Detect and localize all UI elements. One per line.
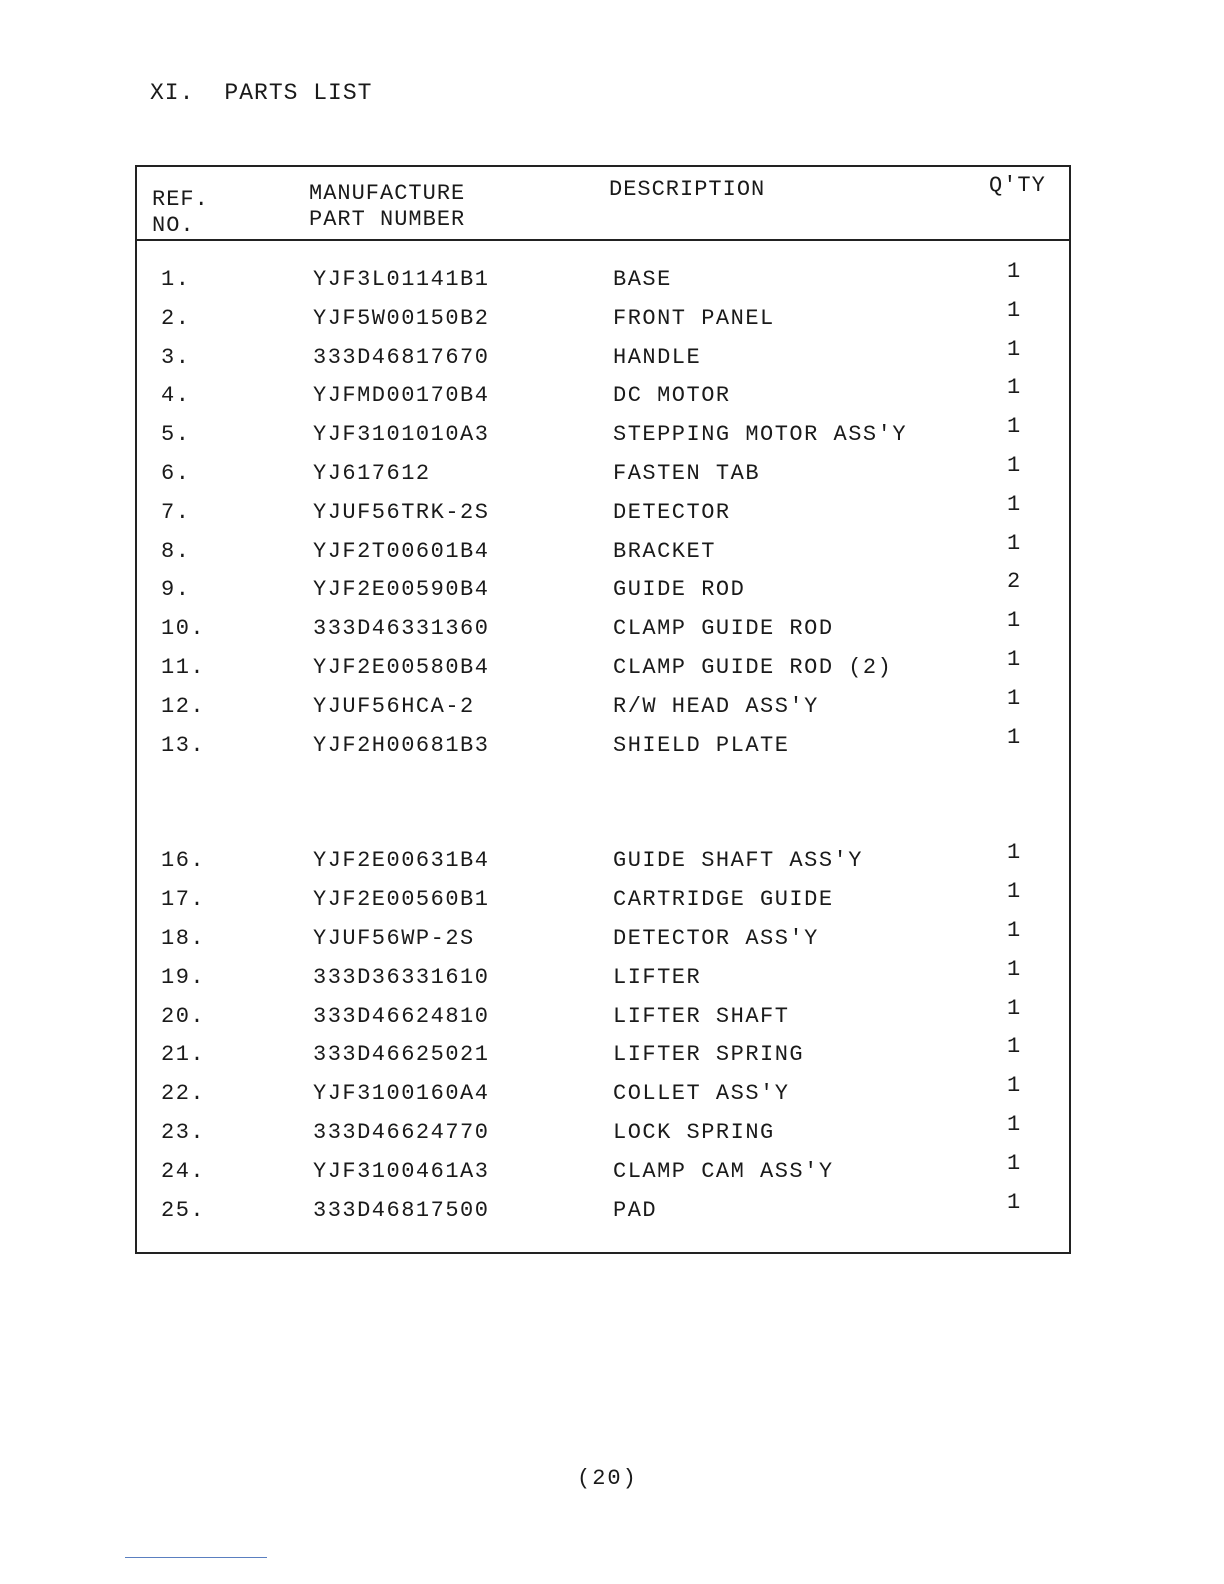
ref-no-cell: 10. [161, 616, 206, 642]
part-number-cell: YJF3100160A4 [313, 1081, 490, 1107]
ref-no-cell: 2. [161, 305, 191, 331]
part-number-cell: YJFMD00170B4 [313, 383, 490, 409]
qty-cell: 1 [1007, 259, 1022, 284]
table-row [137, 259, 1069, 305]
qty-cell: 1 [1007, 840, 1022, 866]
ref-no-cell: 17. [161, 887, 206, 913]
qty-cell: 1 [1007, 414, 1022, 440]
table-header [137, 167, 1069, 241]
qty-cell: 1 [1007, 647, 1022, 672]
description-cell: SHIELD PLATE [613, 732, 790, 758]
ref-no-cell: 24. [161, 1158, 206, 1184]
qty-cell: 1 [1007, 453, 1022, 478]
table-row [137, 840, 1069, 886]
part-number-cell: YJF2E00631B4 [313, 848, 490, 874]
qty-cell: 1 [1007, 724, 1022, 750]
section-number: XI. [150, 80, 195, 106]
ref-no-cell: 19. [161, 964, 206, 990]
description-cell: GUIDE ROD [613, 577, 746, 603]
qty-cell: 1 [1007, 1034, 1022, 1060]
part-number-cell: 333D46624770 [313, 1120, 490, 1145]
ref-no-cell: 8. [161, 538, 191, 564]
qty-cell: 1 [1007, 918, 1022, 943]
description-cell: LIFTER [613, 964, 702, 990]
part-number-cell: YJUF56WP-2S [313, 926, 475, 951]
part-number-cell: YJF2H00681B3 [313, 732, 490, 758]
qty-cell: 1 [1007, 879, 1022, 905]
description-cell: COLLET ASS'Y [613, 1081, 790, 1107]
description-cell: DETECTOR [613, 499, 731, 525]
description-cell: CLAMP GUIDE ROD [613, 616, 834, 642]
header-description: DESCRIPTION [609, 177, 766, 202]
ref-no-cell: 11. [161, 655, 206, 680]
table-row [137, 879, 1069, 925]
qty-cell: 1 [1007, 491, 1022, 517]
description-cell: R/W HEAD ASS'Y [613, 693, 819, 719]
part-number-cell: 333D46817500 [313, 1197, 490, 1223]
description-cell: BRACKET [613, 538, 716, 564]
description-cell: HANDLE [613, 344, 702, 370]
ref-no-cell: 7. [161, 499, 191, 525]
ref-no-cell: 20. [161, 1003, 206, 1029]
section-title [150, 80, 372, 106]
qty-cell: 1 [1007, 297, 1022, 323]
description-cell: BASE [613, 267, 672, 292]
description-cell: LIFTER SHAFT [613, 1003, 790, 1029]
section-heading: PARTS LIST [224, 80, 373, 106]
table-row [137, 297, 1069, 344]
header-ref-no: REF. NO. [152, 187, 209, 238]
description-cell: FASTEN TAB [613, 461, 761, 486]
ref-no-cell: 12. [161, 693, 206, 719]
part-number-cell: 333D46331360 [313, 616, 490, 642]
ref-no-cell: 1. [161, 267, 191, 292]
qty-cell: 1 [1007, 375, 1022, 401]
part-number-cell: YJF3101010A3 [313, 422, 490, 448]
page-number: (20) [577, 1466, 638, 1491]
qty-cell: 1 [1007, 1150, 1022, 1176]
description-cell: STEPPING MOTOR ASS'Y [613, 422, 908, 448]
qty-cell: 1 [1007, 1112, 1022, 1137]
ref-no-cell: 4. [161, 383, 191, 409]
description-cell: PAD [613, 1197, 658, 1223]
ref-no-cell: 9. [161, 577, 191, 603]
footer-rule [125, 1557, 267, 1558]
description-cell: DETECTOR ASS'Y [613, 926, 819, 951]
part-number-cell: YJF3L01141B1 [313, 267, 490, 292]
table-row [137, 956, 1069, 1003]
ref-no-cell: 23. [161, 1120, 206, 1145]
part-number-cell: YJF2T00601B4 [313, 538, 490, 564]
table-row [137, 995, 1069, 1042]
part-number-cell: YJF5W00150B2 [313, 305, 490, 331]
part-number-cell: 333D36331610 [313, 964, 490, 990]
part-number-cell: YJF2E00590B4 [313, 577, 490, 603]
parts-table [135, 165, 1071, 1254]
table-row [137, 724, 1069, 771]
part-number-cell: YJUF56HCA-2 [313, 693, 475, 719]
header-qty: Q'TY [989, 173, 1046, 198]
table-row [137, 336, 1069, 383]
header-manufacture-part-number: MANUFACTURE PART NUMBER [309, 181, 466, 232]
table-row [137, 1189, 1069, 1236]
table-row [137, 414, 1069, 460]
table-row [137, 1150, 1069, 1197]
table-row [137, 453, 1069, 499]
qty-cell: 1 [1007, 956, 1022, 982]
description-cell: GUIDE SHAFT ASS'Y [613, 848, 863, 874]
qty-cell: 1 [1007, 1189, 1022, 1215]
qty-cell: 1 [1007, 336, 1022, 362]
table-row [137, 375, 1069, 421]
description-cell: CLAMP CAM ASS'Y [613, 1158, 834, 1184]
description-cell: FRONT PANEL [613, 305, 775, 331]
part-number-cell: YJUF56TRK-2S [313, 499, 490, 525]
ref-no-cell: 13. [161, 732, 206, 758]
table-row [137, 647, 1069, 693]
qty-cell: 1 [1007, 685, 1022, 711]
part-number-cell: YJF3100461A3 [313, 1158, 490, 1184]
ref-no-cell: 25. [161, 1197, 206, 1223]
qty-cell: 2 [1007, 569, 1022, 595]
part-number-cell: YJF2E00580B4 [313, 655, 490, 680]
table-row [137, 918, 1069, 964]
table-row [137, 1112, 1069, 1158]
part-number-cell: 333D46625021 [313, 1042, 490, 1068]
ref-no-cell: 22. [161, 1081, 206, 1107]
part-number-cell: YJF2E00560B1 [313, 887, 490, 913]
ref-no-cell: 3. [161, 344, 191, 370]
part-number-cell: 333D46624810 [313, 1003, 490, 1029]
description-cell: CLAMP GUIDE ROD (2) [613, 655, 893, 680]
ref-no-cell: 21. [161, 1042, 206, 1068]
table-row [137, 569, 1069, 615]
description-cell: LOCK SPRING [613, 1120, 775, 1145]
table-row [137, 608, 1069, 654]
ref-no-cell: 16. [161, 848, 206, 874]
part-number-cell: YJ617612 [313, 461, 431, 486]
ref-no-cell: 5. [161, 422, 191, 448]
description-cell: LIFTER SPRING [613, 1042, 805, 1068]
table-row [137, 530, 1069, 577]
description-cell: CARTRIDGE GUIDE [613, 887, 834, 913]
part-number-cell: 333D46817670 [313, 344, 490, 370]
qty-cell: 1 [1007, 995, 1022, 1021]
ref-no-cell: 6. [161, 461, 191, 486]
qty-cell: 1 [1007, 1073, 1022, 1099]
table-row [137, 1073, 1069, 1119]
ref-no-cell: 18. [161, 926, 206, 951]
description-cell: DC MOTOR [613, 383, 731, 409]
qty-cell: 1 [1007, 608, 1022, 634]
table-row [137, 491, 1069, 538]
qty-cell: 1 [1007, 530, 1022, 556]
table-row [137, 1034, 1069, 1080]
table-row [137, 685, 1069, 732]
